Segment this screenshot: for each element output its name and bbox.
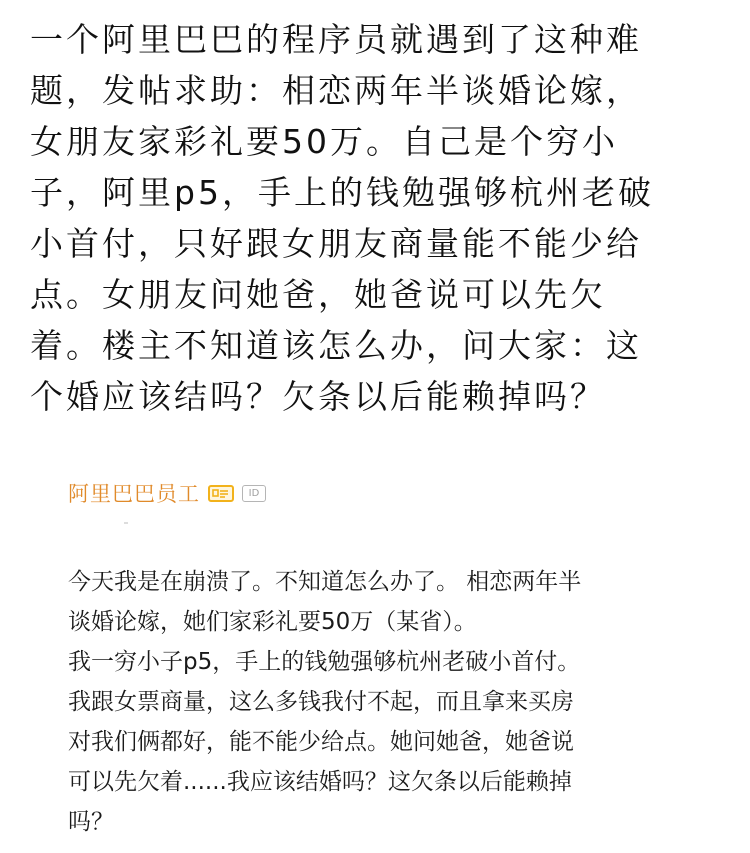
author-row — [68, 478, 266, 508]
forum-post-screenshot — [0, 450, 750, 853]
article-line: 一个阿里巴巴的程序员就遇到了这种难 — [30, 20, 642, 59]
author-name[interactable]: 阿里巴巴员工 — [68, 482, 200, 506]
divider-mark — [124, 522, 128, 524]
post-line: 谈婚论嫁，她们家彩礼要50万（某省）。 — [68, 609, 477, 635]
article-line: 女朋友家彩礼要50万。自己是个穷小 — [30, 122, 618, 161]
article-line: 个婚应该结吗？欠条以后能赖掉吗？ — [30, 377, 606, 416]
verified-badge-icon — [208, 485, 234, 502]
post-line: 对我们俩都好，能不能少给点。她问她爸，她爸说 — [68, 729, 574, 755]
id-badge: ID — [242, 485, 266, 502]
post-body — [68, 562, 708, 842]
post-line: 我一穷小子p5，手上的钱勉强够杭州老破小首付。 — [68, 649, 581, 675]
article-line: 点。女朋友问她爸，她爸说可以先欠 — [30, 275, 606, 314]
article-text — [30, 14, 710, 422]
article-line: 着。楼主不知道该怎么办，问大家：这 — [30, 326, 642, 365]
post-line: 我跟女票商量，这么多钱我付不起，而且拿来买房 — [68, 689, 574, 715]
article-line: 题，发帖求助：相恋两年半谈婚论嫁， — [30, 71, 642, 110]
post-line: 今天我是在崩溃了。不知道怎么办了。 相恋两年半 — [68, 569, 582, 595]
article-line: 子，阿里p5，手上的钱勉强够杭州老破 — [30, 173, 654, 212]
post-line: 吗？ — [68, 809, 114, 835]
post-line: 可以先欠着......我应该结婚吗？这欠条以后能赖掉 — [68, 769, 572, 795]
article-line: 小首付，只好跟女朋友商量能不能少给 — [30, 224, 642, 263]
